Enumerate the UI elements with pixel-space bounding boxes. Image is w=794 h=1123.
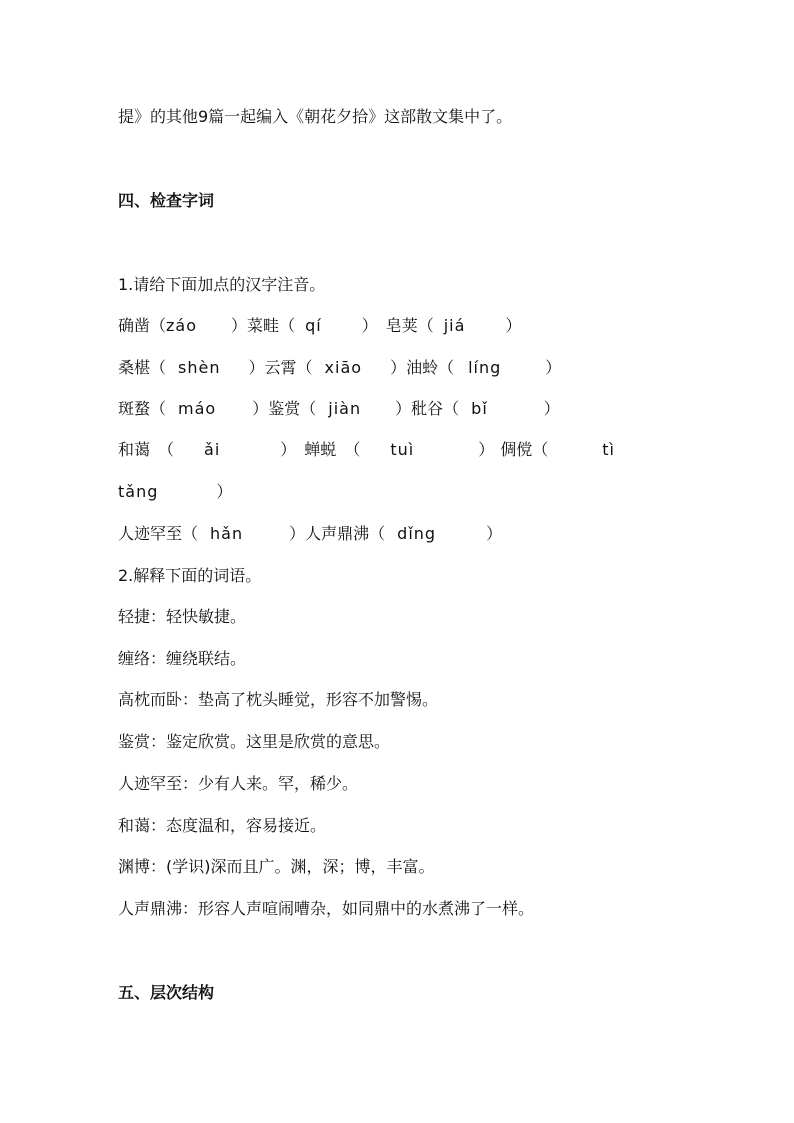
q2-prompt: 2.解释下面的词语。 (118, 566, 262, 585)
pinyin-answer: záo (166, 316, 198, 335)
word: 菜畦 (247, 316, 280, 335)
word: 倜傥 (500, 440, 533, 459)
word: 人迹罕至 (118, 524, 183, 543)
definition-item: 轻捷：轻快敏捷。 (118, 607, 247, 626)
pinyin-row-wrap: tǎng ） (118, 482, 233, 501)
definition-text: 轻快敏捷。 (166, 607, 247, 626)
pinyin-answer: tǎng (118, 482, 159, 501)
pinyin-answer: dǐng (397, 524, 437, 543)
pinyin-row: 斑蝥（ máo ）鉴赏（ jiàn ）秕谷（ bǐ ） (118, 399, 560, 418)
definition-term: 人声鼎沸 (118, 899, 183, 918)
definition-item: 渊博：(学识)深而且广。渊，深；博，丰富。 (118, 857, 435, 876)
pinyin-row: 桑椹（ shèn ）云霄（ xiāo ）油蛉（ líng ） (118, 358, 562, 377)
definition-item: 高枕而卧：垫高了枕头睡觉，形容不加警惕。 (118, 690, 439, 709)
intro-tail-text: 提》的其他9篇一起编入《朝花夕拾》这部散文集中了。 (118, 107, 513, 126)
word: 人声鼎沸 (305, 524, 370, 543)
definition-item: 缠络：缠绕联结。 (118, 649, 247, 668)
pinyin-answer: bǐ (471, 399, 488, 418)
definition-text: 鉴定欣赏。这里是欣赏的意思。 (166, 732, 391, 751)
pinyin-answer: xiāo (324, 358, 363, 377)
word: 皂荚 (385, 316, 418, 335)
definition-text: 态度温和，容易接近。 (166, 816, 327, 835)
definition-text: 缠绕联结。 (166, 649, 247, 668)
definition-term: 鉴赏 (118, 732, 151, 751)
pinyin-answer: qí (305, 316, 322, 335)
definition-text: 少有人来。罕，稀少。 (198, 774, 359, 793)
section5-heading: 五、层次结构 (118, 983, 215, 1002)
definition-text: 垫高了枕头睡觉，形容不加警惕。 (198, 690, 439, 709)
word: 云霄 (264, 358, 297, 377)
pinyin-row: 确凿（záo ）菜畦（ qí ） 皂荚（ jiá ） (118, 316, 522, 335)
pinyin-answer: tuì (390, 440, 415, 459)
definition-item: 鉴赏：鉴定欣赏。这里是欣赏的意思。 (118, 732, 391, 751)
q1-prompt: 1.请给下面加点的汉字注音。 (118, 275, 326, 294)
definition-term: 缠络 (118, 649, 151, 668)
word: 和蔼 (118, 440, 151, 459)
word: 蝉蜕 (304, 440, 337, 459)
pinyin-answer: líng (468, 358, 502, 377)
definition-item: 人声鼎沸：形容人声喧闹嘈杂，如同鼎中的水煮沸了一样。 (118, 899, 535, 918)
definition-item: 人迹罕至：少有人来。罕，稀少。 (118, 774, 359, 793)
pinyin-answer: jiàn (328, 399, 362, 418)
definition-term: 高枕而卧 (118, 690, 183, 709)
definition-term: 和蔼 (118, 816, 151, 835)
pinyin-answer: shèn (178, 358, 221, 377)
definition-text: 形容人声喧闹嘈杂，如同鼎中的水煮沸了一样。 (198, 899, 535, 918)
word: 桑椹 (118, 358, 151, 377)
definition-text: (学识)深而且广。渊，深；博，丰富。 (166, 857, 435, 876)
pinyin-answer: tì (602, 440, 615, 459)
pinyin-answer: máo (178, 399, 217, 418)
word: 秕谷 (411, 399, 444, 418)
definition-item: 和蔼：态度温和，容易接近。 (118, 816, 327, 835)
definition-term: 轻捷 (118, 607, 151, 626)
word: 确凿 (118, 316, 151, 335)
pinyin-answer: hǎn (210, 524, 244, 543)
pinyin-answer: ǎi (204, 440, 221, 459)
pinyin-answer: jiá (443, 316, 466, 335)
pinyin-row: 人迹罕至（ hǎn ）人声鼎沸（ dǐng ） (118, 524, 503, 543)
word: 斑蝥 (118, 399, 151, 418)
section4-heading: 四、检查字词 (118, 191, 215, 210)
word: 油蛉 (406, 358, 439, 377)
definition-term: 渊博 (118, 857, 151, 876)
definition-term: 人迹罕至 (118, 774, 183, 793)
word: 鉴赏 (268, 399, 301, 418)
pinyin-row: 和蔼 （ ǎi ） 蝉蜕 （ tuì ） 倜傥（ tì (118, 440, 615, 459)
